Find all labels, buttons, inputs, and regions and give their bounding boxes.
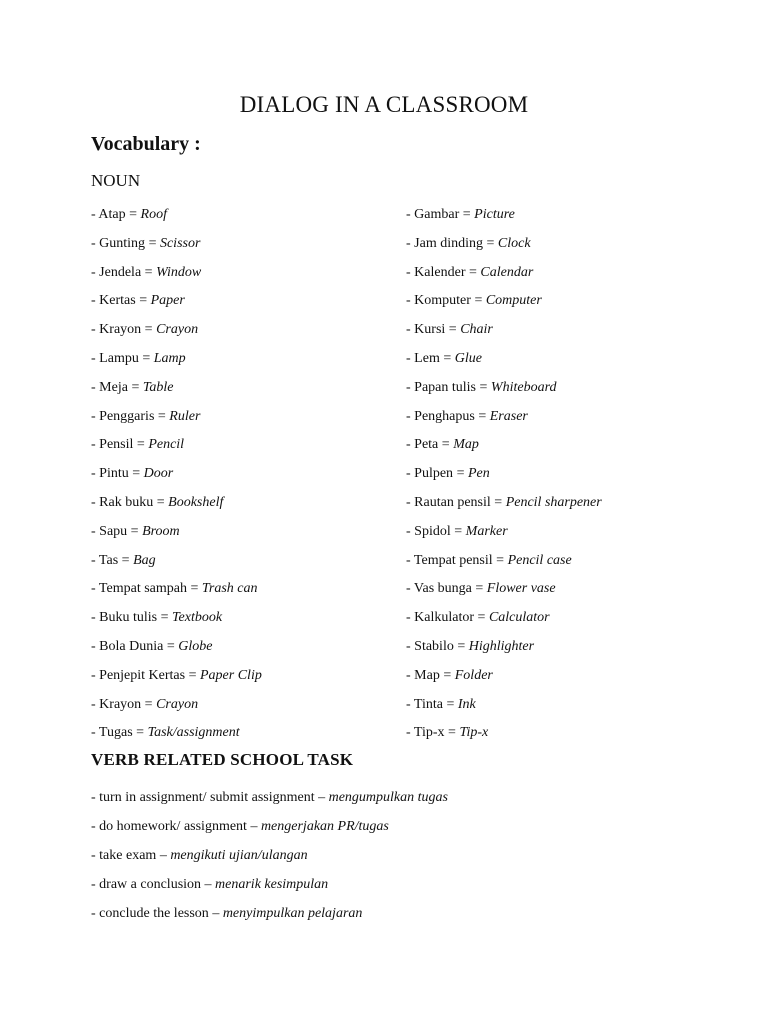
vocab-entry bbox=[406, 691, 602, 720]
indonesian-word: Peta bbox=[414, 437, 439, 453]
vocab-entry bbox=[406, 489, 602, 518]
vocab-entry bbox=[91, 518, 262, 547]
vocab-entry bbox=[406, 374, 602, 403]
entry-dash: - bbox=[91, 877, 100, 892]
equals-sign: = bbox=[127, 379, 143, 395]
indonesian-word: Krayon bbox=[99, 322, 142, 338]
equals-sign: = bbox=[476, 379, 491, 395]
equals-sign: = bbox=[445, 322, 461, 338]
equals-sign: = bbox=[474, 408, 490, 424]
vocab-entry bbox=[91, 403, 262, 432]
entry-dash: - bbox=[91, 790, 100, 805]
equals-sign: = bbox=[127, 523, 143, 539]
indonesian-phrase: menyimpulkan pelajaran bbox=[222, 906, 363, 921]
vocab-entry bbox=[91, 230, 262, 259]
english-word: Scissor bbox=[159, 235, 201, 251]
entry-dash: - bbox=[91, 819, 100, 834]
vocab-entry bbox=[406, 604, 602, 633]
english-word: Clock bbox=[497, 235, 531, 251]
english-word: Flower vase bbox=[486, 581, 556, 597]
entry-dash: - bbox=[91, 322, 100, 338]
equals-sign: = bbox=[118, 552, 134, 568]
indonesian-word: Tinta bbox=[413, 696, 443, 712]
entry-dash: - bbox=[406, 322, 415, 338]
entry-dash: - bbox=[406, 437, 415, 453]
vocab-entry bbox=[406, 662, 602, 691]
equals-sign: = bbox=[138, 350, 154, 366]
entry-dash: - bbox=[406, 494, 415, 510]
indonesian-word: Tempat pensil bbox=[413, 552, 493, 568]
indonesian-word: Jam dinding bbox=[414, 235, 484, 251]
entry-dash: - bbox=[91, 552, 99, 568]
entry-dash: - bbox=[406, 696, 414, 712]
indonesian-word: Kalkulator bbox=[414, 610, 475, 626]
vocab-entry bbox=[406, 201, 602, 230]
equals-sign: = bbox=[154, 408, 170, 424]
equals-sign: = bbox=[132, 725, 148, 741]
verb-entry bbox=[91, 812, 448, 841]
entry-dash: - bbox=[91, 264, 100, 280]
equals-sign: = bbox=[483, 235, 498, 251]
indonesian-word: Penghapus bbox=[414, 408, 475, 424]
vocab-entry bbox=[91, 633, 262, 662]
entry-dash: - bbox=[406, 264, 415, 280]
indonesian-word: Buku tulis bbox=[99, 610, 158, 626]
vocab-entry bbox=[91, 489, 262, 518]
english-word: Ink bbox=[457, 696, 476, 712]
indonesian-word: Kalender bbox=[414, 264, 466, 280]
indonesian-phrase: menarik kesimpulan bbox=[215, 877, 329, 892]
english-word: Bag bbox=[133, 552, 156, 568]
vocab-entry bbox=[406, 719, 602, 748]
equals-sign: = bbox=[442, 696, 458, 712]
entry-dash: - bbox=[91, 581, 99, 597]
english-word: Trash can bbox=[201, 581, 258, 597]
english-word: Calculator bbox=[488, 610, 550, 626]
vocab-entry bbox=[91, 719, 262, 748]
english-word: Tip-x bbox=[459, 725, 489, 741]
equals-sign: = bbox=[163, 638, 179, 654]
english-word: Computer bbox=[485, 293, 542, 309]
verb-list bbox=[91, 783, 448, 928]
entry-dash: - bbox=[406, 638, 415, 654]
indonesian-phrase: mengerjakan PR/tugas bbox=[260, 819, 389, 834]
indonesian-word: Penjepit Kertas bbox=[99, 667, 186, 683]
english-word: Ruler bbox=[169, 408, 201, 424]
entry-dash: - bbox=[91, 466, 100, 482]
english-word: Pencil case bbox=[507, 552, 572, 568]
indonesian-word: Lampu bbox=[99, 350, 139, 366]
verb-heading: VERB RELATED SCHOOL TASK bbox=[91, 750, 354, 769]
entry-dash: - bbox=[91, 610, 100, 626]
entry-dash: - bbox=[91, 207, 99, 222]
verb-entry bbox=[91, 783, 448, 812]
vocab-entry bbox=[406, 431, 602, 460]
indonesian-word: Pulpen bbox=[414, 466, 454, 482]
vocab-entry bbox=[91, 460, 262, 489]
english-word: Bookshelf bbox=[168, 494, 224, 510]
equals-sign: = bbox=[438, 437, 454, 453]
vocab-entry bbox=[91, 431, 262, 460]
vocabulary-heading: Vocabulary : bbox=[91, 133, 201, 155]
entry-dash: - bbox=[91, 696, 100, 712]
vocab-entry bbox=[91, 287, 262, 316]
entry-dash: - bbox=[406, 408, 415, 424]
english-word: Pencil sharpener bbox=[505, 494, 602, 510]
indonesian-phrase: mengikuti ujian/ulangan bbox=[170, 848, 308, 863]
equals-sign: = bbox=[185, 667, 200, 683]
noun-list-right bbox=[406, 201, 602, 748]
entry-dash: - bbox=[91, 379, 100, 395]
equals-sign: = bbox=[444, 725, 460, 741]
entry-dash: - bbox=[406, 379, 415, 395]
indonesian-word: Komputer bbox=[414, 293, 471, 309]
vocab-entry bbox=[91, 316, 262, 345]
vocab-entry bbox=[91, 547, 262, 576]
dash-separator: – bbox=[156, 848, 171, 863]
equals-sign: = bbox=[141, 696, 157, 712]
english-word: Map bbox=[453, 437, 479, 453]
dash-separator: – bbox=[201, 877, 216, 892]
indonesian-word: Pensil bbox=[99, 437, 134, 453]
equals-sign: = bbox=[439, 350, 455, 366]
noun-heading: NOUN bbox=[91, 171, 141, 190]
vocab-entry bbox=[91, 374, 262, 403]
vocab-entry bbox=[406, 259, 602, 288]
equals-sign: = bbox=[157, 610, 173, 626]
english-word: Window bbox=[156, 264, 202, 280]
english-word: Crayon bbox=[156, 322, 199, 338]
vocab-entry bbox=[91, 691, 262, 720]
english-word: Calendar bbox=[480, 264, 534, 280]
vocab-entry bbox=[91, 201, 262, 230]
equals-sign: = bbox=[465, 264, 481, 280]
equals-sign: = bbox=[135, 293, 151, 309]
equals-sign: = bbox=[125, 207, 141, 222]
entry-dash: - bbox=[91, 437, 100, 453]
equals-sign: = bbox=[128, 466, 144, 482]
indonesian-word: Rak buku bbox=[99, 494, 154, 510]
verb-entry bbox=[91, 899, 448, 928]
indonesian-word: Sapu bbox=[99, 523, 128, 539]
english-word: Eraser bbox=[489, 408, 528, 424]
indonesian-word: Spidol bbox=[414, 523, 451, 539]
vocab-entry bbox=[406, 460, 602, 489]
english-phrase: do homework/ assignment bbox=[99, 819, 247, 834]
indonesian-word: Stabilo bbox=[414, 638, 454, 654]
indonesian-word: Gambar bbox=[414, 207, 460, 222]
entry-dash: - bbox=[406, 350, 415, 366]
indonesian-phrase: mengumpulkan tugas bbox=[328, 790, 448, 805]
equals-sign: = bbox=[439, 667, 455, 683]
vocab-entry bbox=[91, 259, 262, 288]
indonesian-word: Atap bbox=[98, 207, 126, 222]
english-word: Glue bbox=[454, 350, 482, 366]
english-phrase: turn in assignment/ submit assignment bbox=[99, 790, 315, 805]
equals-sign: = bbox=[470, 293, 486, 309]
vocab-entry bbox=[91, 662, 262, 691]
indonesian-word: Jendela bbox=[99, 264, 142, 280]
vocab-entry bbox=[406, 403, 602, 432]
entry-dash: - bbox=[406, 466, 415, 482]
english-word: Folder bbox=[454, 667, 493, 683]
indonesian-word: Rautan pensil bbox=[414, 494, 491, 510]
english-phrase: conclude the lesson bbox=[99, 906, 209, 921]
entry-dash: - bbox=[406, 610, 415, 626]
english-word: Paper Clip bbox=[200, 667, 262, 683]
equals-sign: = bbox=[492, 552, 508, 568]
equals-sign: = bbox=[145, 235, 160, 251]
english-word: Highlighter bbox=[468, 638, 535, 654]
entry-dash: - bbox=[91, 725, 99, 741]
english-word: Broom bbox=[142, 523, 180, 539]
entry-dash: - bbox=[91, 408, 100, 424]
vocab-entry bbox=[406, 633, 602, 662]
indonesian-word: Tugas bbox=[98, 725, 133, 741]
equals-sign: = bbox=[153, 494, 169, 510]
equals-sign: = bbox=[453, 466, 468, 482]
equals-sign: = bbox=[474, 610, 489, 626]
indonesian-word: Bola Dunia bbox=[99, 638, 164, 654]
vocab-entry bbox=[406, 316, 602, 345]
verb-entry bbox=[91, 841, 448, 870]
vocab-entry bbox=[406, 230, 602, 259]
indonesian-word: Vas bunga bbox=[413, 581, 472, 597]
entry-dash: - bbox=[91, 350, 100, 366]
english-phrase: take exam bbox=[99, 848, 157, 863]
english-word: Roof bbox=[140, 207, 167, 222]
english-word: Chair bbox=[460, 322, 493, 338]
indonesian-word: Kertas bbox=[99, 293, 136, 309]
entry-dash: - bbox=[406, 725, 414, 741]
entry-dash: - bbox=[406, 207, 415, 222]
equals-sign: = bbox=[471, 581, 487, 597]
english-word: Marker bbox=[465, 523, 508, 539]
vocab-entry bbox=[91, 345, 262, 374]
english-word: Pencil bbox=[148, 437, 185, 453]
entry-dash: - bbox=[91, 667, 100, 683]
equals-sign: = bbox=[453, 638, 469, 654]
dash-separator: – bbox=[246, 819, 261, 834]
english-word: Task/assignment bbox=[147, 725, 240, 741]
entry-dash: - bbox=[91, 235, 100, 251]
vocab-entry bbox=[406, 287, 602, 316]
entry-dash: - bbox=[91, 638, 100, 654]
entry-dash: - bbox=[91, 293, 100, 309]
indonesian-word: Meja bbox=[99, 379, 128, 395]
english-word: Table bbox=[142, 379, 174, 395]
equals-sign: = bbox=[450, 523, 466, 539]
english-word: Whiteboard bbox=[490, 379, 557, 395]
english-word: Picture bbox=[474, 207, 515, 222]
vocab-entry bbox=[91, 604, 262, 633]
vocab-entry bbox=[406, 518, 602, 547]
entry-dash: - bbox=[91, 906, 100, 921]
dash-separator: – bbox=[314, 790, 329, 805]
entry-dash: - bbox=[406, 581, 414, 597]
english-word: Globe bbox=[178, 638, 213, 654]
entry-dash: - bbox=[91, 848, 100, 863]
indonesian-word: Lem bbox=[414, 350, 440, 366]
indonesian-word: Gunting bbox=[99, 235, 146, 251]
indonesian-word: Tas bbox=[98, 552, 119, 568]
vocab-entry bbox=[406, 345, 602, 374]
equals-sign: = bbox=[133, 437, 149, 453]
dash-separator: – bbox=[208, 906, 223, 921]
entry-dash: - bbox=[406, 235, 415, 251]
indonesian-word: Map bbox=[414, 667, 440, 683]
indonesian-word: Pintu bbox=[99, 466, 129, 482]
vocab-entry bbox=[91, 575, 262, 604]
noun-list-left bbox=[91, 201, 262, 748]
english-phrase: draw a conclusion bbox=[99, 877, 202, 892]
english-word: Lamp bbox=[153, 350, 186, 366]
entry-dash: - bbox=[91, 494, 100, 510]
entry-dash: - bbox=[91, 523, 100, 539]
indonesian-word: Papan tulis bbox=[414, 379, 477, 395]
page-title: DIALOG IN A CLASSROOM bbox=[239, 92, 529, 117]
english-word: Paper bbox=[150, 293, 185, 309]
vocab-entry bbox=[406, 547, 602, 576]
indonesian-word: Kursi bbox=[414, 322, 446, 338]
english-word: Textbook bbox=[172, 610, 223, 626]
indonesian-word: Krayon bbox=[99, 696, 142, 712]
equals-sign: = bbox=[459, 207, 475, 222]
english-word: Crayon bbox=[156, 696, 199, 712]
english-word: Pen bbox=[467, 466, 490, 482]
verb-entry bbox=[91, 870, 448, 899]
equals-sign: = bbox=[141, 264, 157, 280]
indonesian-word: Tip-x bbox=[413, 725, 445, 741]
equals-sign: = bbox=[186, 581, 202, 597]
english-word: Door bbox=[143, 466, 174, 482]
entry-dash: - bbox=[406, 552, 414, 568]
entry-dash: - bbox=[406, 293, 415, 309]
indonesian-word: Penggaris bbox=[99, 408, 155, 424]
entry-dash: - bbox=[406, 523, 415, 539]
entry-dash: - bbox=[406, 667, 415, 683]
indonesian-word: Tempat sampah bbox=[98, 581, 187, 597]
vocab-entry bbox=[406, 575, 602, 604]
equals-sign: = bbox=[490, 494, 506, 510]
equals-sign: = bbox=[141, 322, 157, 338]
